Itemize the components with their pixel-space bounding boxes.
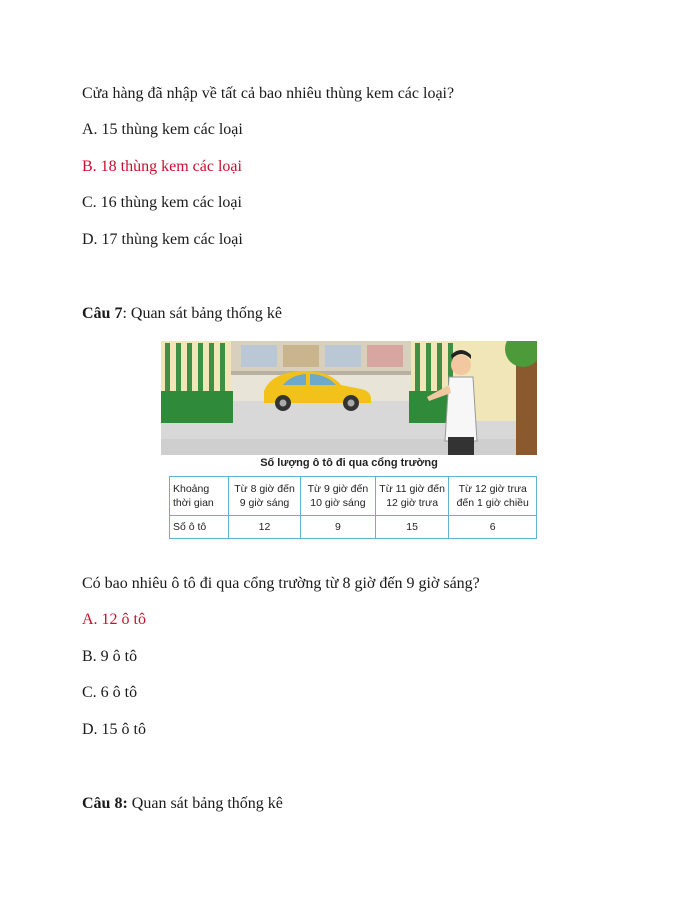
value-cell: 9: [301, 516, 376, 539]
table-row: [170, 516, 537, 539]
option-c: C. 6 ô tô: [82, 684, 138, 701]
header-cell: Từ 8 giờ đến 9 giờ sáng: [229, 477, 301, 516]
header-cell: Từ 11 giờ đến 12 giờ trưa: [375, 477, 449, 516]
question-heading-text: : Quan sát bảng thống kê: [122, 305, 282, 322]
option-c: C. 16 thùng kem các loại: [82, 194, 242, 211]
table-header-row: [170, 477, 537, 516]
row-label-cell: Số ô tô: [170, 516, 229, 539]
question-heading-text: Quan sát bảng thống kê: [127, 795, 283, 812]
car-count-table: [169, 476, 537, 539]
header-cell: Từ 12 giờ trưa đến 1 giờ chiều: [449, 477, 537, 516]
option-a-correct: A. 12 ô tô: [82, 611, 146, 628]
question-text: Có bao nhiêu ô tô đi qua cổng trường từ 8 giờ đến 9 giờ sáng?: [82, 575, 480, 592]
question-number: Câu 7: [82, 305, 123, 322]
question-text: Cửa hàng đã nhập về tất cả bao nhiêu thùng kem các loại?: [82, 85, 455, 102]
question-heading: [82, 304, 282, 324]
value-cell: 12: [229, 516, 301, 539]
option-d: D. 15 ô tô: [82, 721, 146, 738]
header-label-cell: Khoảng thời gian: [170, 477, 229, 516]
value-cell: 15: [375, 516, 449, 539]
table-caption: Số lượng ô tô đi qua cổng trường: [260, 457, 438, 469]
question-number: Câu 8:: [82, 795, 128, 812]
question-heading: [82, 794, 283, 814]
option-b-correct: B. 18 thùng kem các loại: [82, 158, 242, 175]
value-cell: 6: [449, 516, 537, 539]
school-gate-illustration: [161, 341, 537, 455]
option-b: B. 9 ô tô: [82, 648, 138, 665]
option-a: A. 15 thùng kem các loại: [82, 121, 243, 138]
statistics-figure: [161, 341, 537, 553]
header-cell: Từ 9 giờ đến 10 giờ sáng: [301, 477, 376, 516]
option-d: D. 17 thùng kem các loại: [82, 231, 243, 248]
